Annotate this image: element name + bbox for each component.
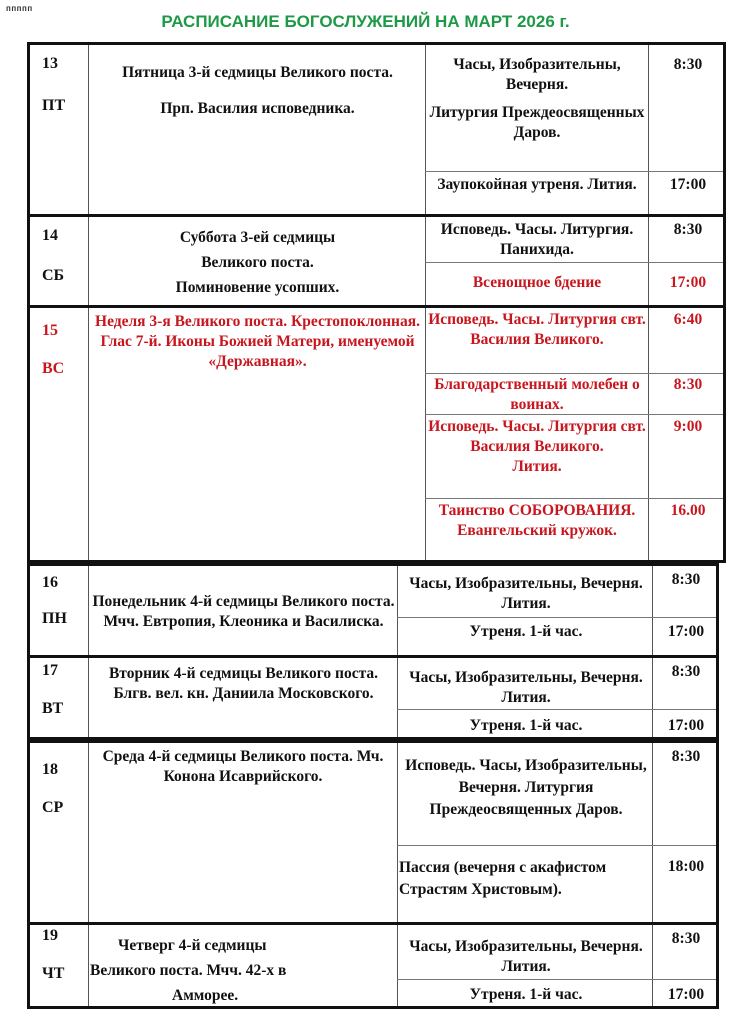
day-block-16 xyxy=(27,563,719,658)
service-text: Часы, Изобразительны, Вечерня. Лития. xyxy=(409,575,643,612)
service-time: 8:30 xyxy=(671,663,701,680)
service-text: Таинство СОБОРОВАНИЯ. Евангельский кружок. xyxy=(438,502,636,539)
service-text: Исповедь. Часы. Литургия свт. Василия Великого. Лития. xyxy=(428,418,646,475)
day-date: 19 xyxy=(42,927,58,944)
service-text: Пассия (вечерня с акафистом Страстям Христовым). xyxy=(399,859,607,898)
day-description: Понедельник 4-й седмицы Великого поста. Мчч. Евтропия, Клеоника и Василиска. xyxy=(92,593,395,630)
day-weekday: ЧТ xyxy=(42,965,65,982)
day-weekday: ВТ xyxy=(42,700,64,717)
day-block-15 xyxy=(27,305,726,563)
day-date: 16 xyxy=(42,574,58,591)
day-description: Четверг 4-й седмицы Великого поста. Мчч. 42-х в Амморее. xyxy=(90,937,287,1004)
day-description: Суббота 3-ей седмицы Великого поста. Поминовение усопших. xyxy=(175,229,340,296)
service-time: 17:00 xyxy=(669,274,707,291)
service-time: 8:30 xyxy=(671,748,701,765)
service-text: Часы, Изобразительны, Вечерня. Лития. xyxy=(409,938,643,975)
day-weekday: ПН xyxy=(42,610,67,627)
day-date: 15 xyxy=(42,322,58,339)
service-text: Исповедь. Часы. Литургия свт. Василия Великого. xyxy=(428,311,646,348)
service-time: 16.00 xyxy=(670,502,706,519)
service-time: 17:00 xyxy=(667,623,705,640)
day-block-19 xyxy=(27,922,719,1009)
day-description: Пятница 3-й седмицы Великого поста. Прп. Василия исповедника. xyxy=(122,64,393,117)
service-text: Часы, Изобразительны, Вечерня. Лития. xyxy=(409,669,643,706)
day-description: Среда 4-й седмицы Великого поста. Мч. Конона Исаврийского. xyxy=(102,748,384,785)
day-block-17 xyxy=(27,655,719,740)
corner-mark: ппппп xyxy=(6,4,33,13)
day-weekday: ВС xyxy=(42,360,65,377)
service-time: 8:30 xyxy=(673,221,703,238)
service-time: 9:00 xyxy=(673,418,703,435)
day-weekday: СР xyxy=(42,799,64,816)
day-date: 18 xyxy=(42,761,58,778)
day-date: 17 xyxy=(42,662,58,679)
day-description: Вторник 4-й седмицы Великого поста. Блгв. вел. кн. Даниила Московского. xyxy=(108,665,379,702)
service-text: Заупокойная утреня. Лития. xyxy=(437,176,637,193)
service-time: 8:30 xyxy=(673,376,703,393)
service-time: 18:00 xyxy=(667,858,705,875)
day-description: Неделя 3-я Великого поста. Крестопоклонная. Глас 7-й. Иконы Божией Матери, именуемой «Державная». xyxy=(95,313,420,370)
service-text: Исповедь. Часы, Изобразительны, Вечерня. Литургия Преждеосвященных Даров. xyxy=(405,757,647,818)
service-time: 6:40 xyxy=(673,311,703,328)
service-text: Часы, Изобразительны, Вечерня. Литургия Преждеосвященных Даров. xyxy=(429,56,645,141)
service-text: Всенощное бдение xyxy=(472,274,602,291)
day-weekday: СБ xyxy=(42,267,65,284)
service-text: Исповедь. Часы. Литургия. Панихида. xyxy=(440,221,634,258)
day-block-14 xyxy=(27,214,726,308)
day-block-18 xyxy=(27,740,719,925)
day-date: 13 xyxy=(42,55,58,72)
service-time: 8:30 xyxy=(673,56,703,73)
service-text: Утреня. 1-й час. xyxy=(469,623,583,640)
service-text: Утреня. 1-й час. xyxy=(469,986,583,1003)
service-text: Утреня. 1-й час. xyxy=(469,717,583,734)
page-title: РАСПИСАНИЕ БОГОСЛУЖЕНИЙ НА МАРТ 2026 г. xyxy=(161,12,570,31)
service-time: 17:00 xyxy=(669,176,707,193)
service-time: 17:00 xyxy=(667,986,705,1003)
day-weekday: ПТ xyxy=(42,97,66,114)
day-block-13 xyxy=(27,42,726,217)
service-time: 17:00 xyxy=(667,717,705,734)
day-date: 14 xyxy=(42,227,58,244)
service-text: Благодарственный молебен о воинах. xyxy=(434,376,640,413)
service-time: 8:30 xyxy=(671,571,701,588)
service-time: 8:30 xyxy=(671,930,701,947)
